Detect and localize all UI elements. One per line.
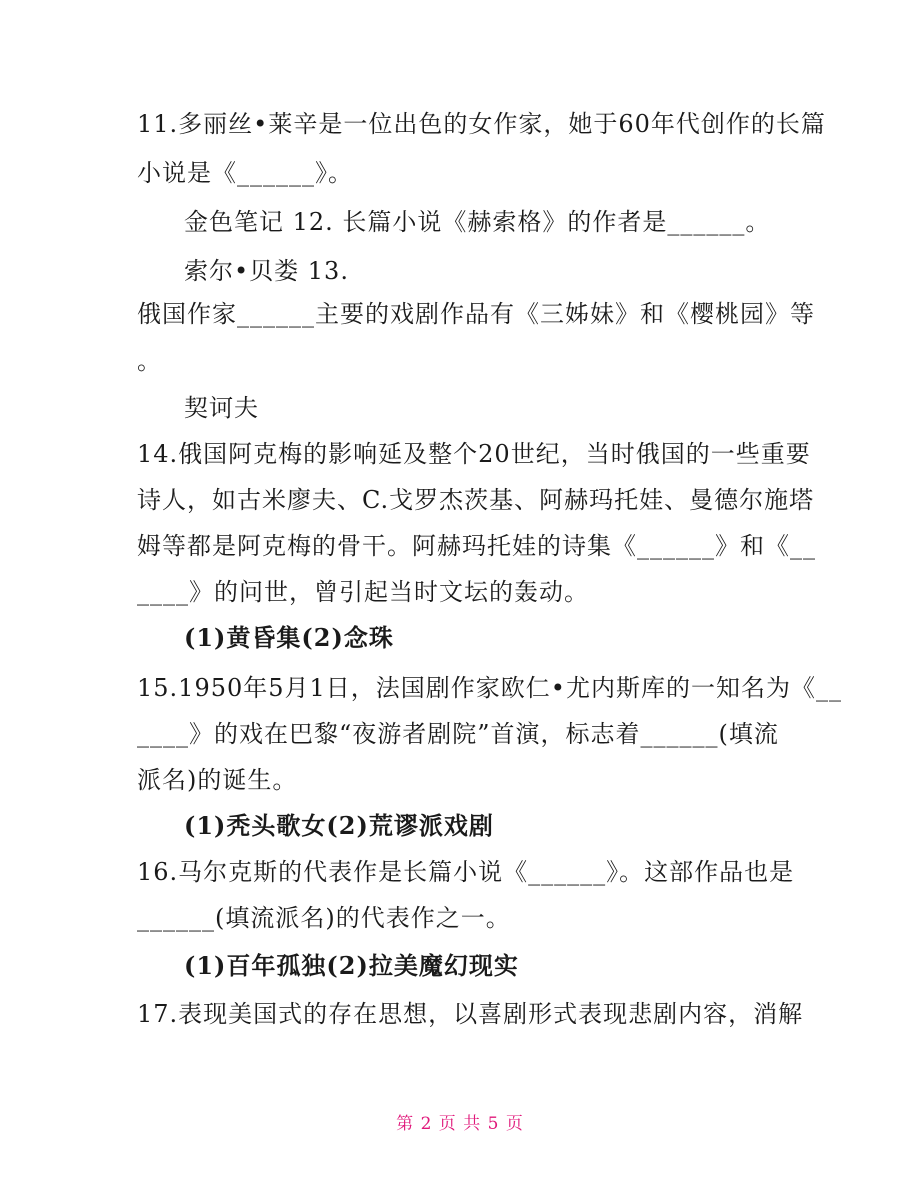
question-17-line-1: 17.表现美国式的存在思想，以喜剧形式表现悲剧内容，消解	[137, 1000, 804, 1028]
question-15-line-2: ____》的戏在巴黎“夜游者剧院”首演，标志着______(填流	[137, 720, 779, 748]
question-11-line-2: 小说是《______》。	[137, 159, 353, 187]
question-13-line-2: 。	[137, 347, 162, 375]
question-14-line-2: 诗人，如古米廖夫、C.戈罗杰茨基、阿赫玛托娃、曼德尔施塔	[137, 486, 815, 514]
answer-15: (1)秃头歌女(2)荒谬派戏剧	[184, 811, 494, 840]
answer-12-question-13: 索尔•贝娄 13.	[184, 257, 349, 285]
question-11-line-1: 11.多丽丝•莱辛是一位出色的女作家，她于60年代创作的长篇	[137, 110, 826, 138]
answer-11-question-12: 金色笔记 12. 长篇小说《赫索格》的作者是______。	[184, 208, 771, 236]
question-14-line-1: 14.俄国阿克梅的影响延及整个20世纪，当时俄国的一些重要	[137, 440, 811, 468]
answer-14: (1)黄昏集(2)念珠	[184, 623, 394, 652]
answer-13: 契诃夫	[184, 394, 259, 422]
question-13-line-1: 俄国作家______主要的戏剧作品有《三姊妹》和《樱桃园》等	[137, 300, 815, 328]
answer-16: (1)百年孤独(2)拉美魔幻现实	[184, 951, 519, 980]
page-number-footer: 第 2 页 共 5 页	[396, 1114, 524, 1134]
question-16-line-1: 16.马尔克斯的代表作是长篇小说《______》。这部作品也是	[137, 858, 795, 886]
question-15-line-3: 派名)的诞生。	[137, 766, 298, 794]
question-15-line-1: 15.1950年5月1日，法国剧作家欧仁•尤内斯库的一知名为《__	[137, 674, 842, 702]
question-16-line-2: ______(填流派名)的代表作之一。	[137, 904, 511, 932]
question-14-line-4: ____》的问世，曾引起当时文坛的轰动。	[137, 578, 589, 606]
question-14-line-3: 姆等都是阿克梅的骨干。阿赫玛托娃的诗集《______》和《__	[137, 532, 816, 560]
